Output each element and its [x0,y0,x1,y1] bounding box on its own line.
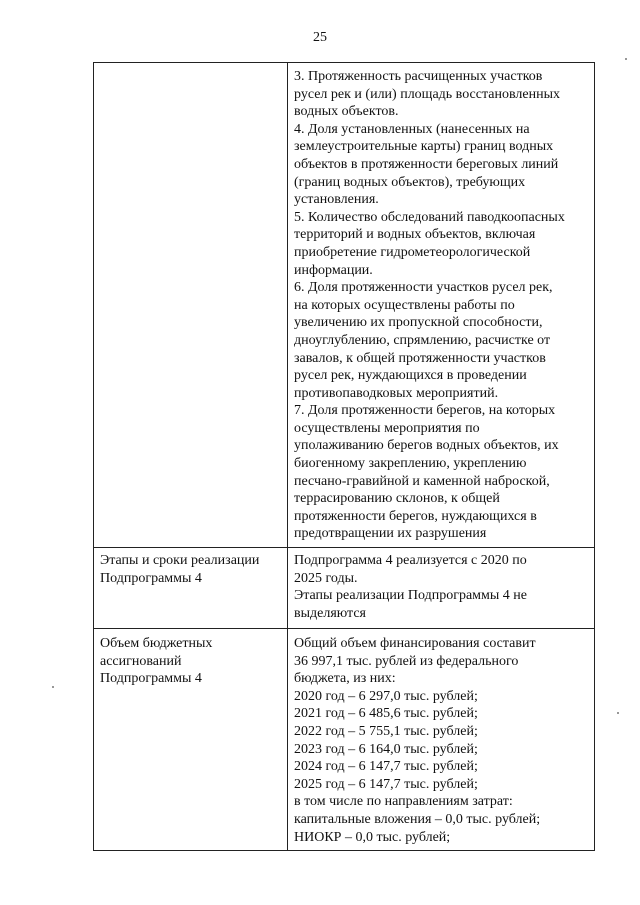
content-line: предотвращении их разрушения [294,526,487,542]
table-row-indicators [94,63,595,548]
content-line: 2024 год – 6 147,7 тыс. рублей; [294,759,478,775]
content-line: дноуглублению, спрямлению, расчистке от [294,332,551,348]
content-line: 2021 год – 6 485,6 тыс. рублей; [294,706,478,722]
content-line: увеличению их пропускной способности, [294,315,543,331]
label-line: Этапы и сроки реализации [100,553,260,569]
label-cell-stages [94,548,288,629]
content-line: 2020 год – 6 297,0 тыс. рублей; [294,688,478,704]
content-line: капитальные вложения – 0,0 тыс. рублей; [294,811,541,827]
content-line: 2025 год – 6 147,7 тыс. рублей; [294,776,478,792]
content-line: на которых осуществлены работы по [294,297,515,313]
content-line: землеустроительные карты) границ водных [294,139,554,155]
content-line: приобретение гидрометеорологической [294,244,531,260]
content-line: биогенному закреплению, укреплению [294,456,527,472]
content-line: НИОКР – 0,0 тыс. рублей; [294,829,451,845]
label-line: Подпрограммы 4 [100,671,202,687]
content-line: выделяются [294,605,366,621]
content-line: Общий объем финансирования составит [294,636,536,652]
scan-speck [617,712,619,714]
label-line: ассигнований [100,653,182,669]
content-line: территорий и водных объектов, включая [294,227,536,243]
scan-speck [52,686,54,688]
scan-speck [625,58,627,60]
content-line: 3. Протяженность расчищенных участков [294,69,543,84]
content-line: (границ водных объектов), требующих [294,174,526,190]
content-line: террасированию склонов, к общей [294,491,500,507]
content-line: 2022 год – 5 755,1 тыс. рублей; [294,724,478,739]
content-line: бюджета, из них: [294,671,396,687]
label-cell-indicators [94,63,288,548]
content-line: 36 997,1 тыс. рублей из федерального [294,653,519,669]
content-line: русел рек, нуждающихся в проведении [294,368,527,384]
content-line: песчано-гравийной и каменной наброской, [294,473,550,489]
content-line: противопаводковых мероприятий. [294,385,499,401]
content-line: Подпрограмма 4 реализуется с 2020 по [294,553,527,569]
content-cell-stages [288,548,595,629]
content-line: 6. Доля протяженности участков русел рек, [294,280,553,296]
label-line: Подпрограммы 4 [100,570,202,586]
content-line: в том числе по направлениям затрат: [294,794,513,810]
label-cell-budget [94,629,288,851]
content-line: водных объектов. [294,104,399,120]
content-cell-indicators [288,63,595,548]
content-line: протяженности берегов, нуждающихся в [294,508,537,524]
content-line: русел рек и (или) площадь восстановленных [294,86,560,102]
content-line: осуществлены мероприятия по [294,420,480,436]
content-line: 2025 годы. [294,570,358,586]
table-row-stages [94,548,595,629]
content-line: уполаживанию берегов водных объектов, их [294,438,559,454]
content-line: 5. Количество обследований паводкоопасных [294,209,565,225]
content-line: объектов в протяженности береговых линий [294,156,559,172]
content-cell-budget [288,629,595,851]
label-line: Объем бюджетных [100,636,213,652]
content-line: 2023 год – 6 164,0 тыс. рублей; [294,741,478,757]
content-line: Этапы реализации Подпрограммы 4 не [294,588,527,604]
page-number: 25 [313,30,327,45]
content-line: 4. Доля установленных (нанесенных на [294,121,530,137]
content-line: информации. [294,262,373,278]
table-row-budget [94,629,595,851]
content-line: установления. [294,192,379,208]
program-passport-table [93,62,595,851]
content-line: завалов, к общей протяженности участков [294,350,546,366]
content-line: 7. Доля протяженности берегов, на которых [294,403,556,419]
